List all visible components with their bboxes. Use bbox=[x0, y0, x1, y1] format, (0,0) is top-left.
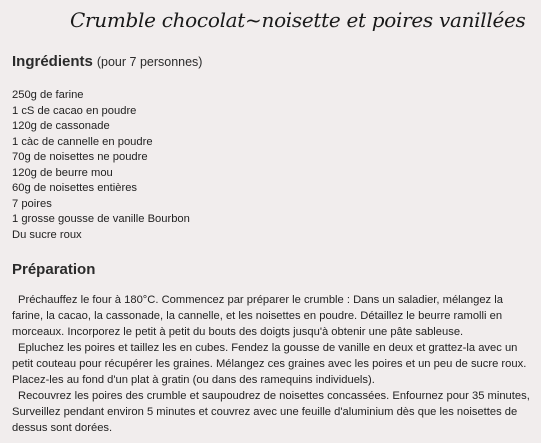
ingredient-item: 250g de farine bbox=[12, 89, 84, 101]
ingredients-heading bbox=[12, 53, 202, 70]
preparation-heading: Préparation bbox=[12, 261, 96, 278]
preparation-paragraph: Préchauffez le four à 180°C. Commencez par préparer le crumble : Dans un saladier, mélangez la farine, la cacao, la cassonade, la cannelle, et les noisettes en poudre. Détaillez le beurre ramolli en morceaux. Incorporez le petit à petit du bouts des doigts jusqu'à obtenir une pâte sableuse. bbox=[12, 294, 503, 338]
preparation-paragraph: Recouvrez les poires des crumble et saupoudrez de noisettes concassées. Enfournez pour 35 minutes, Surveillez pendant environ 5 minutes et couvrez avec une feuille d'aluminium dès que les noisettes de dessus sont dorées. bbox=[12, 390, 530, 434]
ingredients-heading-label: Ingrédients bbox=[12, 53, 93, 70]
ingredient-item: 120g de beurre mou bbox=[12, 166, 113, 179]
servings-label: (pour 7 personnes) bbox=[96, 55, 203, 69]
preparation-paragraph: Epluchez les poires et taillez les en cubes. Fendez la gousse de vanille en deux et grattez-la avec un petit couteau pour récupérer les graines. Mélangez ces graines avec les poires et un peu de sucre roux. Placez-les au fond d'un plat à gratin (ou dans des ramequins individuels). bbox=[12, 342, 527, 386]
ingredient-item: 60g de noisettes entières bbox=[12, 182, 138, 194]
ingredient-item: 7 poires bbox=[12, 197, 52, 210]
recipe-title: Crumble chocolat~noisette et poires vanillées bbox=[70, 8, 526, 32]
ingredient-item: Du sucre roux bbox=[12, 228, 82, 241]
ingredient-item: 1 cS de cacao en poudre bbox=[12, 104, 137, 117]
ingredient-item: 1 càc de cannelle en poudre bbox=[12, 135, 153, 148]
ingredient-list bbox=[12, 88, 190, 243]
ingredient-item: 70g de noisettes ne poudre bbox=[12, 151, 148, 163]
ingredient-item: 1 grosse gousse de vanille Bourbon bbox=[12, 213, 190, 225]
ingredient-item: 120g de cassonade bbox=[12, 120, 110, 132]
preparation-text bbox=[12, 292, 534, 436]
